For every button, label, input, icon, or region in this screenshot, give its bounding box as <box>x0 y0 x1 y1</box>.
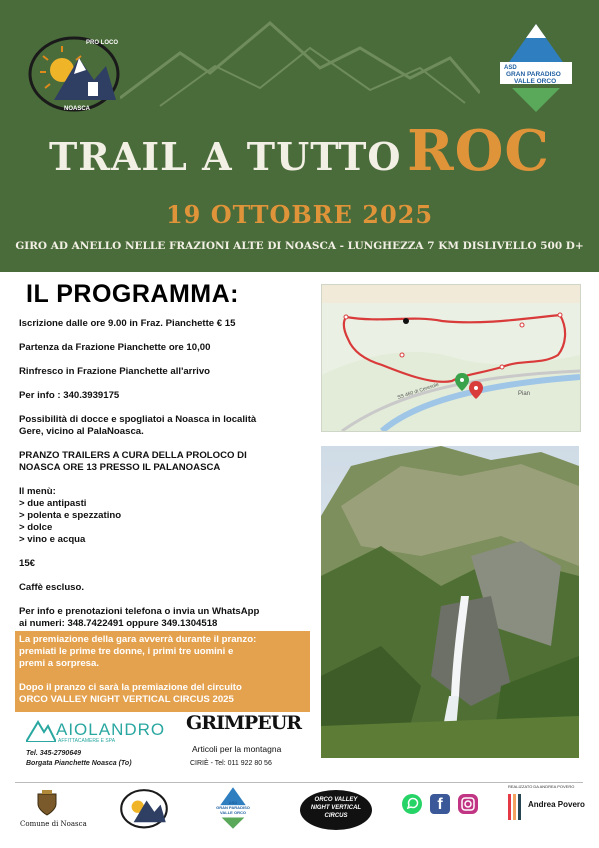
menu-item: > due antipasti <box>19 498 87 509</box>
waterfall-photo <box>321 446 579 758</box>
map-place-label: Pian <box>518 391 531 397</box>
gp-logo-line1: ASD <box>504 65 517 71</box>
program-lunch-2: NOASCA ORE 13 PRESSO IL PALANOASCA <box>19 462 221 473</box>
program-booking-1: Per info e prenotazioni telefona o invia un WhatsApp <box>19 606 260 617</box>
map-road-label: SS 460 di Ceresole <box>396 381 440 401</box>
awards-line3: premi a sorpresa. <box>19 658 99 669</box>
event-subtitle: GIRO AD ANELLO NELLE FRAZIONI ALTE DI NOASCA - LUNGHEZZA 7 KM DISLIVELLO 500 D+ <box>15 240 584 252</box>
menu-item: > vino e acqua <box>19 534 86 545</box>
orco-line1: ORCO VALLEY <box>314 797 358 803</box>
aiolandro-tel: Tel. 345-2790649 <box>26 750 82 757</box>
awards-line2: premiati le prime tre donne, i primi tre uomini e <box>19 646 234 657</box>
waterfall-photo-graphic <box>321 446 579 758</box>
footer-divider <box>15 782 583 783</box>
footer-logos <box>0 784 599 848</box>
program-registration: Iscrizione dalle ore 9.00 in Fraz. Pianchette € 15 <box>19 318 236 329</box>
program-info: Per info : 340.3939175 <box>19 390 120 401</box>
comune-crest-icon <box>36 790 58 816</box>
grimpeur-name: GRIMPEUR <box>186 712 302 734</box>
program-text <box>19 318 309 630</box>
program-showers-1: Possibilità di docce e spogliatoi a Noasca in località <box>19 414 257 425</box>
aiolandro-logo-icon <box>26 718 56 742</box>
realizzato-label: REALIZZATO DA ANDREA POVERO <box>508 784 575 789</box>
route-map-graphic <box>322 285 580 431</box>
gp-logo-line2: GRAN PARADISO <box>506 71 561 78</box>
program-showers-2: Gere, vicino al PalaNoasca. <box>19 426 144 437</box>
comune-label: Comune di Noasca <box>20 820 87 828</box>
grimpeur-contact: CIRIÈ - Tel: 011 922 80 56 <box>190 760 272 767</box>
program-price: 15€ <box>19 558 36 569</box>
aiolandro-sponsor <box>26 716 166 776</box>
program-start: Partenza da Frazione Pianchette ore 10,00 <box>19 342 211 353</box>
orco-valley-logo <box>300 790 372 830</box>
awards-line4: Dopo il pranzo ci sarà la premiazione del circuito <box>19 682 242 693</box>
footer-gp-line3: VALLE ORCO <box>220 810 246 815</box>
aiolandro-name: AIOLANDRO <box>56 720 166 739</box>
footer-gp-text <box>204 800 262 815</box>
footer-gp-line2: GRAN PARADISO <box>216 805 250 810</box>
program-menu-title: Il menù: <box>19 486 56 497</box>
program-refreshment: Rinfresco in Frazione Pianchette all'arrivo <box>19 366 211 377</box>
instagram-glyph <box>458 794 478 814</box>
route-map <box>321 284 581 432</box>
proloco-logo-text-top: PRO LOCO <box>86 40 119 46</box>
andrea-povero-logo-icon <box>508 794 524 820</box>
proloco-logo-text-bottom: NOASCA <box>64 106 91 112</box>
program-booking-2: ai numeri: 348.7422491 oppure 349.1304518 <box>19 618 218 629</box>
program-coffee: Caffè escluso. <box>19 582 85 593</box>
event-title-part1: TRAIL A TUTTO <box>49 134 402 179</box>
footer-gp-line1: ASD <box>228 800 238 805</box>
orco-line3: CIRCUS <box>324 813 348 819</box>
mountains-outline-icon <box>120 18 480 108</box>
orco-line2: NIGHT VERTICAL <box>310 805 362 811</box>
grimpeur-sub: Articoli per la montagna <box>192 744 282 754</box>
gp-logo-line3: VALLE ORCO <box>514 78 557 85</box>
aiolandro-address: Borgata Pianchette Noasca (To) <box>26 760 132 767</box>
header-banner <box>0 0 599 272</box>
whatsapp-icon[interactable] <box>402 794 422 814</box>
aiolandro-sub: AFFITTACAMERE E SPA <box>58 738 116 744</box>
gran-paradiso-logo <box>500 22 572 114</box>
instagram-icon[interactable] <box>458 794 478 814</box>
awards-highlight-box <box>15 631 310 712</box>
footer-proloco-logo <box>118 786 170 830</box>
menu-item: > polenta e spezzatino <box>19 510 122 521</box>
program-heading: IL PROGRAMMA: <box>26 280 239 308</box>
awards-line1: La premiazione della gara avverrà durante il pranzo: <box>19 634 257 645</box>
event-title <box>0 118 599 184</box>
event-date: 19 OTTOBRE 2025 <box>165 200 434 229</box>
proloco-noasca-logo <box>24 30 124 115</box>
grimpeur-sponsor <box>182 706 312 776</box>
program-lunch-1: PRANZO TRAILERS A CURA DELLA PROLOCO DI <box>19 450 247 461</box>
andrea-povero-name: Andrea Povero <box>528 800 585 809</box>
event-title-part2: ROC <box>407 118 550 184</box>
facebook-icon[interactable]: f <box>430 794 450 814</box>
whatsapp-glyph <box>402 794 422 814</box>
menu-item: > dolce <box>19 522 53 533</box>
awards-line5: ORCO VALLEY NIGHT VERTICAL CIRCUS 2025 <box>19 694 234 705</box>
